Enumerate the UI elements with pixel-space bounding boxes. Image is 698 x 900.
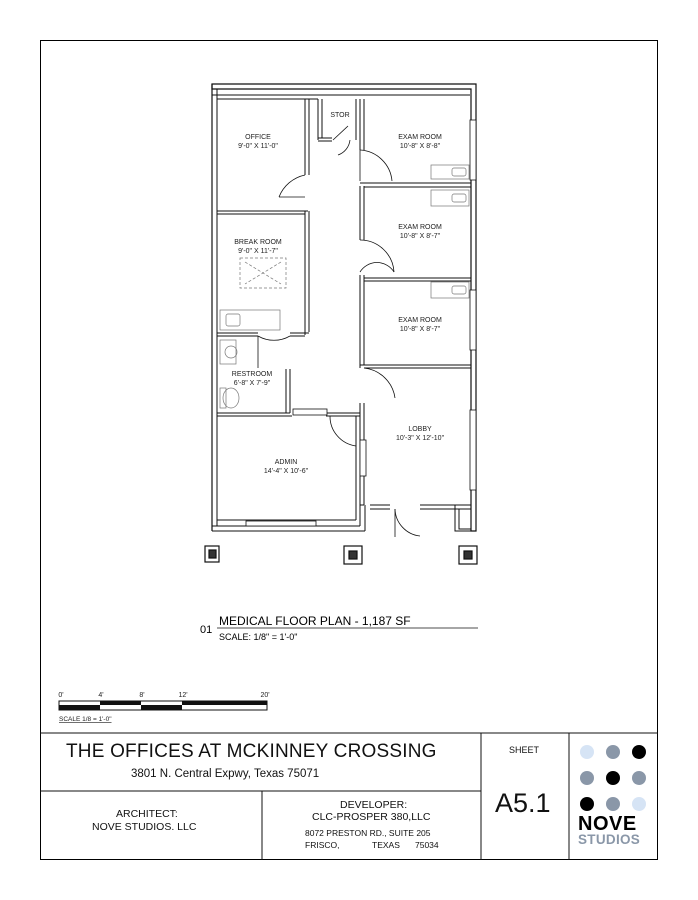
- architect-label: ARCHITECT:: [116, 808, 178, 820]
- drawing-scale: SCALE: 1/8" = 1'-0": [219, 632, 298, 642]
- logo-dot: [606, 797, 620, 811]
- logo-dots: [580, 745, 646, 811]
- logo-dot: [632, 797, 646, 811]
- room-labels: [232, 112, 445, 475]
- logo-dot: [606, 745, 620, 759]
- project-address: 3801 N. Central Expwy, Texas 75071: [131, 768, 320, 780]
- room-label-exam-2: EXAM ROOM: [398, 224, 442, 231]
- architect-name: NOVE STUDIOS. LLC: [92, 821, 197, 833]
- logo-dot: [580, 797, 594, 811]
- scale-tick-4: 4': [98, 692, 104, 699]
- developer-label: DEVELOPER:: [340, 799, 408, 811]
- logo-dot: [580, 745, 594, 759]
- developer-address: 8072 PRESTON RD., SUITE 205: [305, 828, 431, 838]
- logo-dot: [580, 771, 594, 785]
- room-label-stor: STOR: [330, 112, 350, 119]
- logo-dot: [632, 745, 646, 759]
- scale-tick-12: 12': [178, 692, 188, 699]
- room-size-admin: 14'-4" X 10'-6": [263, 468, 309, 475]
- scale-tick-0: 0': [58, 692, 64, 699]
- columns: [205, 546, 477, 564]
- door-swings: [258, 126, 420, 537]
- project-name: THE OFFICES AT MCKINNEY CROSSING: [66, 741, 437, 762]
- room-size-restroom: 6'-8" X 7'-9": [233, 380, 271, 387]
- developer-state: TEXAS: [372, 840, 400, 850]
- developer-zip: 75034: [415, 840, 439, 850]
- room-label-exam-3: EXAM ROOM: [398, 317, 442, 324]
- room-size-break: 9'-0" X 11'-7": [238, 248, 278, 255]
- room-size-office: 9'-0" X 11'-0": [238, 143, 278, 150]
- room-size-exam-2: 10'-8" X 8'-7": [399, 233, 441, 240]
- room-label-restroom: RESTROOM: [231, 371, 273, 378]
- room-size-lobby: 10'-3" X 12'-10": [395, 435, 445, 442]
- scale-bar-label: SCALE 1/8 = 1'-0": [59, 716, 112, 723]
- room-size-exam-1: 10'-8" X 8'-8": [399, 143, 441, 150]
- room-label-office: OFFICE: [245, 134, 271, 141]
- developer-city: FRISCO,: [305, 840, 340, 850]
- scale-bar: [58, 692, 269, 723]
- room-label-exam-1: EXAM ROOM: [398, 134, 442, 141]
- room-label-admin: ADMIN: [274, 459, 298, 466]
- logo-dot: [632, 771, 646, 785]
- room-label-break: BREAK ROOM: [234, 239, 282, 246]
- logo-text-studios: STUDIOS: [578, 832, 641, 847]
- drawing-title: MEDICAL FLOOR PLAN - 1,187 SF: [219, 614, 411, 628]
- sheet-number: A5.1: [495, 788, 551, 818]
- logo-dot: [606, 771, 620, 785]
- logo-text-nove: NOVE: [578, 813, 637, 835]
- drawing-number: 01: [200, 624, 213, 636]
- sheet-label: SHEET: [509, 745, 540, 755]
- room-size-exam-3: 10'-8" X 8'-7": [399, 326, 441, 333]
- scale-tick-20: 20': [260, 692, 270, 699]
- scale-tick-8: 8': [139, 692, 145, 699]
- developer-name: CLC-PROSPER 380,LLC: [312, 811, 431, 823]
- room-label-lobby: LOBBY: [408, 426, 432, 433]
- walls: [212, 84, 476, 531]
